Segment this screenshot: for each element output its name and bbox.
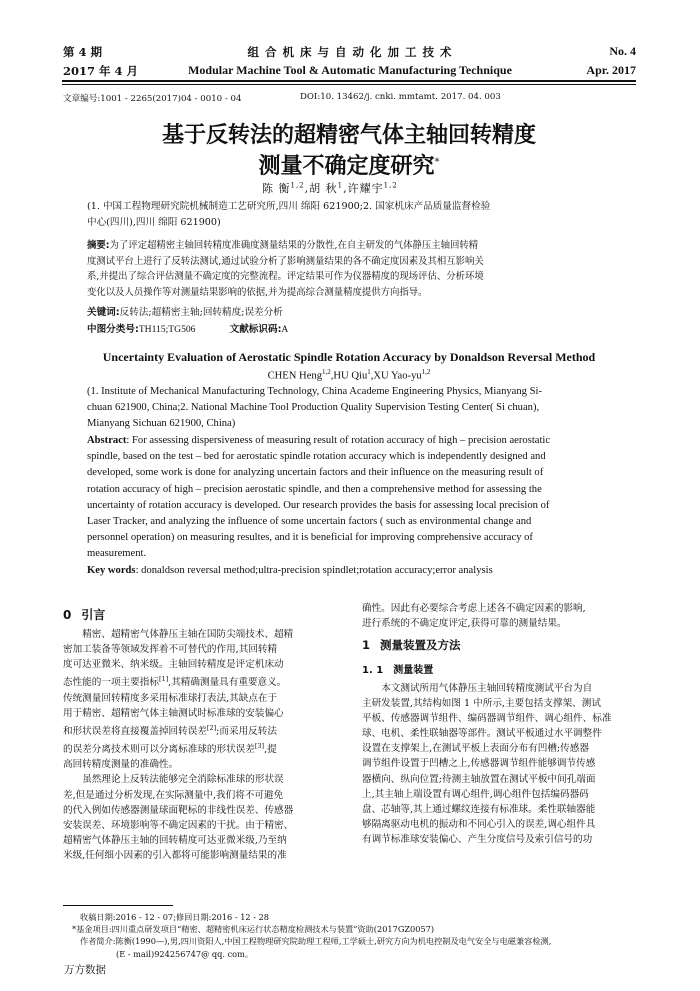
- received-date: 收稿日期:2016 - 12 - 07;修回日期:2016 - 12 - 28: [80, 912, 270, 922]
- journal-title-cn: 组 合 机 床 与 自 动 化 加 工 技 术: [247, 45, 453, 59]
- title-en: Uncertainty Evaluation of Aerostatic Spindle Rotation Accuracy by Donaldson Reversal Method: [102, 350, 596, 364]
- footnote-rule: [63, 905, 173, 906]
- title-cn-line1: 基于反转法的超精密气体主轴回转精度: [161, 123, 536, 148]
- clc-cn: 中图分类号:TH115;TG506 文献标识码:A: [87, 324, 289, 335]
- citation-3: [3]: [254, 742, 265, 751]
- title-fund-mark: *: [434, 156, 440, 168]
- section-1-heading: 1 测量装置及方法: [362, 638, 461, 652]
- fund-info: 基金项目:四川重点研发项目“精密、超精密机床运行状态精度检测技术与装置”资助(2017GZ0057): [76, 924, 435, 935]
- header-rule: [62, 80, 636, 82]
- fund-mark: *: [72, 924, 77, 935]
- section-0-heading: 0 引言: [63, 608, 106, 622]
- left-column-body: 精密、超精密气体静压主轴在国防尖端技术、超精 密加工装备等领域发挥着不可替代的作用,其回转精 度可达亚微米、纳米级。主轴回转精度是评定机床动 态性能的一项主要指标[1],其精确测量具有重要意义。 传统测量回转精度多采用标准球打表法,其缺点在于 用于精密、超精密气体主轴测试时标准球的安装偏心 和形状误差将直接覆盖掉回转误差[2];而采用反转法 的误差分离技术则可以分离标准球的形状误差[3],提 高回转精度测量的准确性。 虽然理论上反转法能够完全消除标准球的形状误 差,但是通过分析发现,在实际测量中,我们将不可避免 的代入例如传感器测量球面靶标的非线性误差、传感器 安装误差、环境影响等不确定因素的干扰。由于精密、 超精密气体静压主轴的回转精度可达亚微米级,乃至纳 米级,任何细小因素的引入都将可能影响测量结果的准: [63, 629, 294, 861]
- right-column-top: 确性。因此有必要综合考虑上述各不确定因素的影响, 进行系统的不确定度评定,获得可靠的测量结果。: [362, 603, 586, 630]
- authors-en: CHEN Heng$^{1,2}$,HU Qiu$^1$,XU Yao-yu$^{1,2}$: [267, 368, 431, 382]
- title-cn-line2: 测量不确定度研究*: [258, 154, 440, 179]
- affiliation-en: (1. Institute of Mechanical Manufacturing Technology, China Academe Engineering Physics, Mianyang Si- chuan 621900, China;2. National Machine Tool Production Quality Supervision Testing Center( Si chuan), Mianyang Sichuan 621900, China): [87, 386, 542, 430]
- affiliation-cn: (1. 中国工程物理研究院机械制造工艺研究所,四川 绵阳 621900;2. 国家机床产品质量监督检验 中心(四川),四川 绵阳 621900): [87, 201, 491, 228]
- date-cn: 2017 年 4 月: [63, 64, 139, 78]
- citation-2: [2]: [206, 723, 217, 732]
- article-number: 文章编号:1001 - 2265(2017)04 - 0010 - 04: [63, 94, 242, 104]
- issue-en: No. 4: [609, 44, 636, 58]
- authors-cn: 陈 衡$^{1,2}$,胡 秋$^1$,许耀宇$^{1,2}$: [262, 181, 398, 195]
- citation-1: [1]: [158, 675, 169, 684]
- author-email: (E - mail)924256747@ qq. com。: [116, 948, 254, 959]
- watermark: 万方数据: [64, 964, 106, 976]
- section-1-1-heading: 1. 1 测量装置: [362, 665, 434, 676]
- abstract-cn: 摘要:为了评定超精密主轴回转精度准确度测量结果的分散性,在自主研发的气体静压主轴回转精 度测试平台上进行了反转法测试,通过试验分析了影响测量结果的各不确定度因素及其相互影响关 系,并提出了综合评估测量不确定度的完整流程。评定结果可作为仪器精度的现场评估、分析环境 变化以及人员操作等对测量结果影响的依据,并为提高综合测量精度提供方向指导。: [87, 240, 484, 298]
- date-en: Apr. 2017: [586, 63, 636, 77]
- keywords-cn: 关键词:反转法;超精密主轴;回转精度;误差分析: [87, 307, 283, 318]
- doi: DOI:10. 13462/j. cnki. mmtamt. 2017. 04. 003: [300, 92, 501, 102]
- abstract-en: Abstract: For assessing dispersiveness of measuring result of rotation accuracy of high – precision aerostatic spindle, based on the test – bed for aerostatic spindle rotation accuracy which is independently designed and developed, some work is done for analyzing uncertain factors and their influence on the measuring result of rotation accuracy of high – precision aerostatic spindle, and then a comprehensive method for assessing the uncertainty of rotation accuracy is developed. Our research provides the basis for assessing local precision of Laser Tracker, and analyzing the influence of some uncertain factors ( such as environmental change and personnel operation) on measuring resultes, and it is beneficial for improving comprehensive accuracy of measurement. Key words: donaldson reversal method;ultra-precision spindlet;rotation accuracy;error analysis: [87, 435, 551, 576]
- journal-title-en: Modular Machine Tool & Automatic Manufacturing Technique: [188, 63, 512, 77]
- author-bio: 作者简介:陈衡(1990—),男,四川资阳人,中国工程物理研究院助理工程师,工学硕士,研究方向为机电控制及电气安全与电磁兼容检测,: [80, 936, 552, 947]
- right-column-body: 本文测试所用气体静压主轴回转精度测试平台为自 主研发装置,其结构如图 1 中所示,主要包括支撑架、测试 平板、传感器调节组件、编码器调节组件、调心组件、标准 球、电机、柔性联轴器等部件。测试平板通过水平调整件 设置在支撑架上,在测试平板上表面分布有凹槽;传感器 调节组件设置于凹槽之上,传感器调节组件能够调节传感 器横向、纵向位置;待测主轴放置在测试平板中间孔端面 上,其主轴上端设置有调心组件,调心组件包括编码器码 盘、芯轴等,其上通过螺纹连接有标准球。柔性联轴器能 够隔离驱动电机的振动和不同心引入的误差,调心组件具 有调节标准球安装偏心、产生分度信号及索引信号的功: [362, 683, 612, 845]
- issue-cn: 第 4 期: [63, 45, 103, 59]
- header-rule-thin: [62, 84, 636, 85]
- footnotes: [72, 911, 552, 960]
